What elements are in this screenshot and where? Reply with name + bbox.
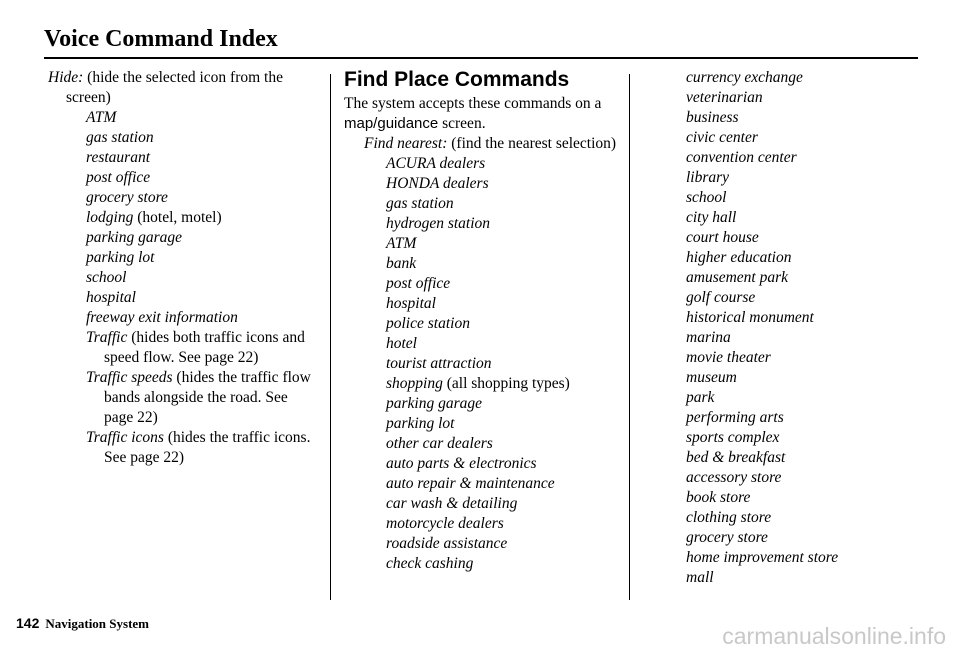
watermark: carmanualsonline.info — [722, 623, 946, 649]
command-item: business — [686, 109, 739, 126]
command-item: car wash & detailing — [386, 495, 518, 512]
command-item: veterinarian — [686, 89, 763, 106]
command-item: hydrogen station — [386, 215, 491, 232]
column-find-place-continued — [686, 68, 946, 588]
command-item: movie theater — [686, 349, 771, 366]
column-find-place-commands — [344, 68, 619, 574]
command-item: post office — [386, 275, 451, 292]
command-item: roadside assistance — [386, 535, 508, 552]
footer-section-title: Navigation System — [45, 616, 149, 631]
command-item: tourist attraction — [386, 355, 492, 372]
command-description: (hide the selected icon from the screen) — [66, 69, 283, 106]
command-item: civic center — [686, 129, 758, 146]
page-title: Voice Command Index — [44, 26, 278, 52]
command-item: clothing store — [686, 509, 772, 526]
command-item: bed & breakfast — [686, 449, 786, 466]
command-item: accessory store — [686, 469, 782, 486]
command-item: book store — [686, 489, 751, 506]
command-item: gas station — [386, 195, 454, 212]
command-item: motorcycle dealers — [386, 515, 504, 532]
command-item: auto repair & maintenance — [386, 475, 555, 492]
command-item: city hall — [686, 209, 737, 226]
command-item: golf course — [686, 289, 756, 306]
screen-name: map/guidance — [344, 115, 439, 132]
command-term: Traffic icons — [86, 429, 164, 446]
command-item: grocery store — [686, 529, 768, 546]
command-term: shopping — [386, 375, 443, 392]
command-term: Traffic speeds — [86, 369, 173, 386]
command-item: bank — [386, 255, 417, 272]
command-item: ACURA dealers — [386, 155, 486, 172]
command-item: school — [86, 269, 127, 286]
hide-command-entry — [48, 68, 320, 108]
command-item: parking garage — [86, 229, 183, 246]
command-term: lodging — [86, 209, 134, 226]
command-item — [86, 368, 320, 428]
command-item: court house — [686, 229, 759, 246]
command-item: performing arts — [686, 409, 784, 426]
command-item: ATM — [386, 235, 417, 252]
command-item: home improvement store — [686, 549, 839, 566]
command-item: higher education — [686, 249, 792, 266]
command-description: (hotel, motel) — [133, 209, 222, 226]
find-nearest-entry — [364, 134, 619, 154]
column-divider — [629, 74, 630, 600]
command-item: park — [686, 389, 715, 406]
command-item — [86, 208, 320, 228]
command-item: marina — [686, 329, 731, 346]
command-item: ATM — [86, 109, 117, 126]
command-item: parking lot — [386, 415, 455, 432]
command-item: currency exchange — [686, 69, 803, 86]
command-item: post office — [86, 169, 151, 186]
command-term: Hide: — [48, 69, 84, 86]
section-intro: The system accepts these commands on a map/guidance screen. — [344, 95, 602, 132]
command-item: other car dealers — [386, 435, 493, 452]
command-item: amusement park — [686, 269, 789, 286]
command-item: library — [686, 169, 730, 186]
command-item: sports complex — [686, 429, 780, 446]
command-item: auto parts & electronics — [386, 455, 537, 472]
section-heading: Find Place Commands — [344, 68, 570, 91]
command-item: gas station — [86, 129, 154, 146]
column-divider — [330, 74, 331, 600]
command-item: HONDA dealers — [386, 175, 489, 192]
column-hide-commands — [48, 68, 320, 468]
command-description: (all shopping types) — [442, 375, 570, 392]
command-item — [386, 374, 619, 394]
command-item: historical monument — [686, 309, 814, 326]
command-item: museum — [686, 369, 737, 386]
command-item: restaurant — [86, 149, 151, 166]
title-rule — [44, 57, 918, 59]
command-item — [86, 428, 320, 468]
command-item: freeway exit information — [86, 309, 238, 326]
command-item — [86, 328, 320, 368]
command-description: (find the nearest selection) — [447, 135, 617, 152]
command-term: Find nearest: — [364, 135, 448, 152]
command-item: school — [686, 189, 727, 206]
command-item: hospital — [386, 295, 436, 312]
command-item: mall — [686, 569, 714, 586]
command-description: (hides the traffic icons. See page 22) — [104, 429, 311, 466]
command-item: hotel — [386, 335, 417, 352]
command-item: parking garage — [386, 395, 483, 412]
command-item: police station — [386, 315, 470, 332]
command-description: (hides the traffic flow bands alongside the road. See page 22) — [104, 369, 311, 426]
command-item: convention center — [686, 149, 797, 166]
command-item: check cashing — [386, 555, 474, 572]
command-item: hospital — [86, 289, 136, 306]
command-description: (hides both traffic icons and speed flow. See page 22) — [104, 329, 305, 366]
page-footer — [16, 615, 149, 632]
command-item: grocery store — [86, 189, 168, 206]
command-item: parking lot — [86, 249, 155, 266]
command-term: Traffic — [86, 329, 128, 346]
page-number: 142 — [16, 615, 40, 631]
